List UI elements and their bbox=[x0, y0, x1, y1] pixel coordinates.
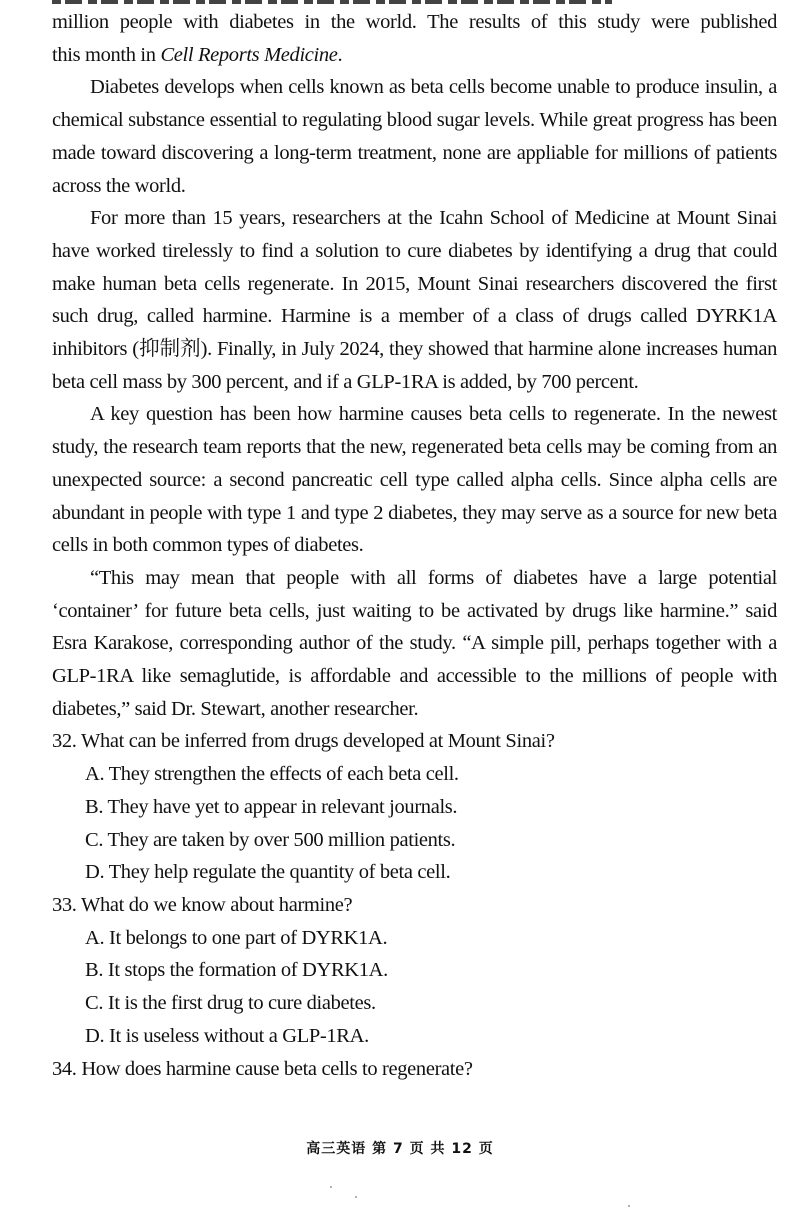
option-a: A. They strengthen the effects of each beta cell. bbox=[85, 763, 459, 786]
page-footer: 高三英语 第 7 页 共 12 页 bbox=[306, 1141, 494, 1157]
question-stem: 32. What can be inferred from drugs developed at Mount Sinai? bbox=[52, 730, 555, 753]
passage-and-questions bbox=[52, 6, 777, 1085]
passage-text: this month in bbox=[52, 43, 161, 66]
option-d: D. They help regulate the quantity of beta cell. bbox=[85, 861, 451, 884]
clipped-previous-line bbox=[52, 0, 612, 4]
paragraph-beta-cells: Diabetes develops when cells known as beta cells become unable to produce insulin, a chemical substance essential to regulating blood sugar levels. While great progress has been made toward discovering a long-term treatment, none are appliable for millions of patients across the world. bbox=[52, 76, 777, 197]
journal-name: Cell Reports Medicine bbox=[160, 43, 338, 66]
passage-text: . bbox=[337, 43, 343, 66]
paragraph-quotes: “This may mean that people with all forms of diabetes have a large potential ‘container’ for future beta cells, just waiting to be activated by drugs like harmine.” said Esra Karakose, corresponding author of the study. “A simple pill, perhaps together with a GLP-1RA like semaglutide, is affordable and accessible to the millions of people with diabetes,” said Dr. Stewart, another researcher. bbox=[52, 566, 777, 720]
passage-line bbox=[52, 39, 777, 72]
scan-speck bbox=[628, 1205, 630, 1207]
scan-speck bbox=[355, 1196, 357, 1198]
question-32 bbox=[52, 725, 777, 889]
scan-speck bbox=[330, 1186, 332, 1188]
option-d: D. It is useless without a GLP-1RA. bbox=[85, 1024, 369, 1047]
paragraph-key-question: A key question has been how harmine causes beta cells to regenerate. In the newest study, the research team reports that the new, regenerated beta cells may be coming from an unexpected source: a second pancreatic cell type called alpha cells. Since alpha cells are abundant in people with type 1 and type 2 diabetes, they may serve as a source for new beta cells in both common types of diabetes. bbox=[52, 403, 777, 557]
paragraph-mount-sinai: For more than 15 years, researchers at the Icahn School of Medicine at Mount Sinai have worked tirelessly to find a solution to cure diabetes by identifying a drug that could make human beta cells regenerate. In 2015, Mount Sinai researchers discovered the first such drug, called harmine. Harmine is a member of a class of drugs called DYRK1A inhibitors (抑制剂). Finally, in July 2024, they showed that harmine alone increases human beta cell mass by 300 percent, and if a GLP-1RA is added, by 700 percent. bbox=[52, 207, 777, 393]
question-stem: 33. What do we know about harmine? bbox=[52, 893, 353, 916]
question-34 bbox=[52, 1053, 777, 1086]
question-stem: 34. How does harmine cause beta cells to regenerate? bbox=[52, 1057, 473, 1080]
option-b: B. They have yet to appear in relevant journals. bbox=[85, 795, 458, 818]
option-a: A. It belongs to one part of DYRK1A. bbox=[85, 926, 388, 949]
option-b: B. It stops the formation of DYRK1A. bbox=[85, 959, 388, 982]
option-c: C. They are taken by over 500 million patients. bbox=[85, 828, 456, 851]
passage-line: million people with diabetes in the world. The results of this study were published bbox=[52, 11, 777, 33]
option-c: C. It is the first drug to cure diabetes. bbox=[85, 992, 376, 1015]
question-33 bbox=[52, 889, 777, 1053]
